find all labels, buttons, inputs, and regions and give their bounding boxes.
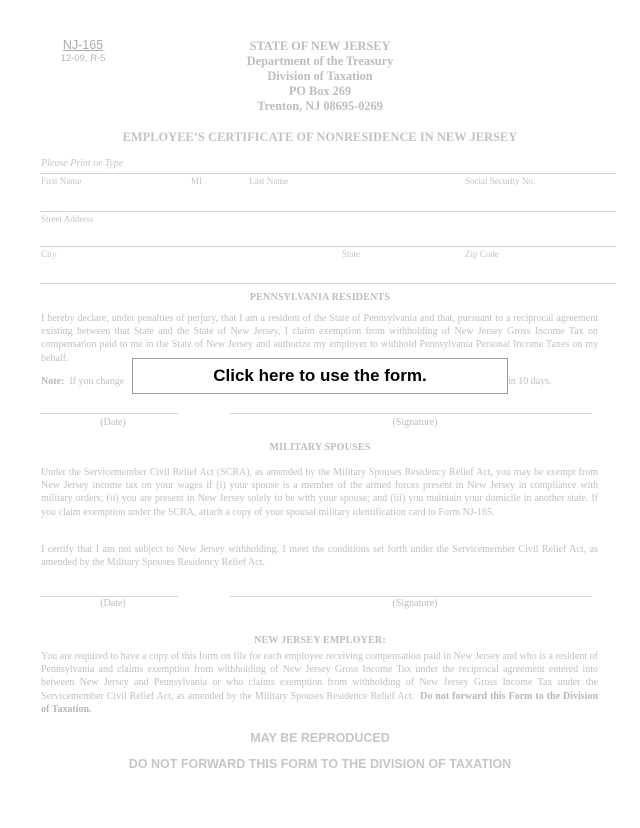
agency-line-state: STATE OF NEW JERSEY — [249, 39, 391, 53]
field-line-name-top — [40, 173, 616, 174]
state-label: State — [342, 249, 360, 259]
use-form-button[interactable]: Click here to use the form. — [132, 358, 508, 394]
form-id-block — [60, 38, 106, 64]
military-signature-line — [230, 596, 592, 597]
print-note: Please Print or Type — [41, 158, 124, 169]
pennsylvania-declaration: I hereby declare, under penalties of perjury, that I am a resident of the State of Pennsylvania and that, pursuant to a reciprocal agreement existing between that State and the State of New Jersey, I claim exemption from withholding of New Jersey Gross Income Tax on compensation paid to me in the State of New Jersey and authorize my employer to withhold Pennsylvania Personal Income Taxes on my behalf. — [41, 313, 598, 364]
agency-line-city: Trenton, NJ 08695-0269 — [257, 99, 383, 113]
pennsylvania-note — [41, 376, 124, 387]
military-heading: MILITARY SPOUSES — [269, 442, 371, 453]
pennsylvania-note-end: in 10 days. — [508, 376, 552, 387]
employer-text: You are required to have a copy of this form on file for each employee receiving compensation paid in New Jersey and who is a resident of Pennsylvania and claims exemption from withholding of New Jersey Gross Income Tax under the reciprocal agreement entered into between New Jersey and Pennsylvania or who claims exemption from withholding of New Jersey Gross Income Tax under the Servicemember Civil Relief Act, as amended by the Military Spouses Residence Relief Act. — [41, 651, 598, 702]
note-text: If you change — [69, 376, 125, 387]
city-label: City — [41, 249, 57, 259]
last-name-label: Last Name — [249, 176, 289, 186]
military-paragraph-scra: Under the Servicemember Civil Relief Act (SCRA), as amended by the Military Spouses Residency Relief Act, you may be exempt from New Jersey income tax on your wages if (i) your spouse is a member of the armed forces present in New Jersey in compliance with military orders; (ii) you are present in New Jersey solely to be with your spouse; and (iii) you maintain your domicile in another state. If you claim exemption under the SCRA, attach a copy of your spousal military identification card to Form NJ-165. — [41, 467, 598, 518]
first-name-label: First Name — [41, 176, 82, 186]
military-date-line — [40, 596, 178, 597]
pa-signature-label: (Signature) — [392, 417, 438, 428]
street-address-label: Street Address — [41, 214, 94, 224]
pennsylvania-heading: PENNSYLVANIA RESIDENTS — [249, 292, 391, 303]
may-be-reproduced: MAY BE REPRODUCED — [250, 731, 390, 745]
employer-instructions — [41, 650, 598, 716]
form-title: EMPLOYEE’S CERTIFICATE OF NONRESIDENCE IN NEW JERSEY — [122, 130, 518, 144]
agency-line-department: Department of the Treasury — [246, 54, 394, 68]
field-line-city-top — [40, 246, 616, 247]
pa-date-line — [40, 413, 178, 414]
do-not-forward-notice: DO NOT FORWARD THIS FORM TO THE DIVISION OF TAXATION — [128, 757, 512, 771]
agency-address-block — [170, 39, 470, 114]
agency-line-division: Division of Taxation — [267, 69, 373, 83]
pa-date-label: (Date) — [100, 417, 126, 428]
military-date-label: (Date) — [100, 598, 126, 609]
mi-label: MI — [191, 176, 202, 186]
military-certification: I certify that I am not subject to New Jersey withholding. I meet the conditions set forth under the Servicemember Civil Relief Act, as amended by the Military Spouses Residency Relief Act. — [41, 544, 598, 569]
zip-code-label: Zip Code — [465, 249, 499, 259]
form-revision: 12-09, R-5 — [60, 53, 106, 64]
pa-signature-line — [230, 413, 592, 414]
military-signature-label: (Signature) — [392, 598, 438, 609]
field-line-bottom — [40, 283, 616, 284]
employer-heading: NEW JERSEY EMPLOYER: — [254, 635, 386, 646]
note-label: Note: — [41, 376, 65, 387]
agency-line-pobox: PO Box 269 — [288, 84, 352, 98]
field-line-street-top — [40, 211, 616, 212]
ssn-label: Social Security No. — [465, 176, 536, 186]
employer-do-not-forward: Do not forward this Form to the Division of Taxation. — [41, 690, 599, 715]
form-number: NJ-165 — [62, 38, 104, 52]
